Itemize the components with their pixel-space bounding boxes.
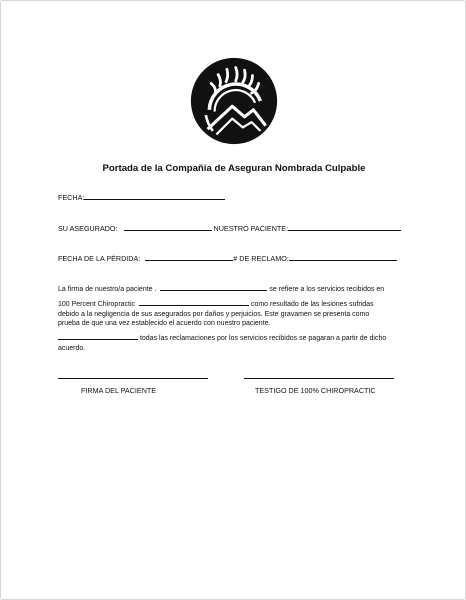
- perdida-row: [58, 252, 397, 263]
- fecha-perdida-field[interactable]: [145, 252, 233, 261]
- p2-text-a: 100 Percent Chiropractic: [58, 301, 136, 308]
- p2-text-b: como resultado de las lesiones sufridas: [250, 301, 374, 308]
- document-title: Portada de la Compañía de Aseguran Nombrada Culpable: [102, 163, 366, 174]
- p2-insurer-field[interactable]: [139, 298, 249, 306]
- asegurado-field[interactable]: [124, 222, 212, 231]
- fecha-row: [58, 191, 225, 202]
- reclamo-label: # DE RECLAMO:: [233, 254, 289, 263]
- patient-signature-line[interactable]: [58, 378, 208, 379]
- asegurado-row: [58, 222, 401, 233]
- fecha-perdida-label: FECHA DE LA PÉRDIDA:: [58, 254, 141, 263]
- p1-text-a: La firma de nuestro/a paciente .: [58, 286, 157, 293]
- p1-text-b: se refiere a los servicios recibidos en: [269, 286, 385, 293]
- p2-line-3: prueba de que una vez establecido el acuerdo con nuestro paciente.: [58, 320, 271, 327]
- p3-blank-field[interactable]: [58, 332, 138, 340]
- paragraph-1: [58, 283, 384, 295]
- asegurado-label: SU ASEGURADO:: [58, 224, 118, 233]
- p1-patient-name-field[interactable]: [160, 283, 267, 291]
- paragraph-2: [58, 298, 374, 329]
- fecha-label: FECHA:: [58, 193, 85, 202]
- paciente-field[interactable]: [288, 222, 401, 231]
- p3-line-1: [58, 332, 386, 344]
- patient-signature-label: FIRMA DEL PACIENTE: [81, 386, 157, 395]
- witness-signature-label: TESTIGO DE 100% CHIROPRACTIC: [255, 386, 376, 395]
- paragraph-3: [58, 332, 386, 353]
- p3-line-2: acuerdo.: [58, 344, 86, 352]
- sunrise-mountain-logo-icon: [190, 57, 278, 145]
- p2-line-1: [58, 298, 374, 310]
- fecha-field[interactable]: [84, 191, 225, 200]
- reclamo-field[interactable]: [289, 252, 397, 261]
- p3-text-a: todas las reclamaciones por los servicios recibidos se pagaran a partir de dicho: [139, 335, 387, 342]
- paciente-label: NUESTRO PACIENTE:: [213, 224, 289, 233]
- p2-line-2: debido a la negligencia de sus asegurados por daños y perjuicios. Este gravamen se presenta como: [58, 310, 370, 318]
- witness-signature-line[interactable]: [244, 378, 394, 379]
